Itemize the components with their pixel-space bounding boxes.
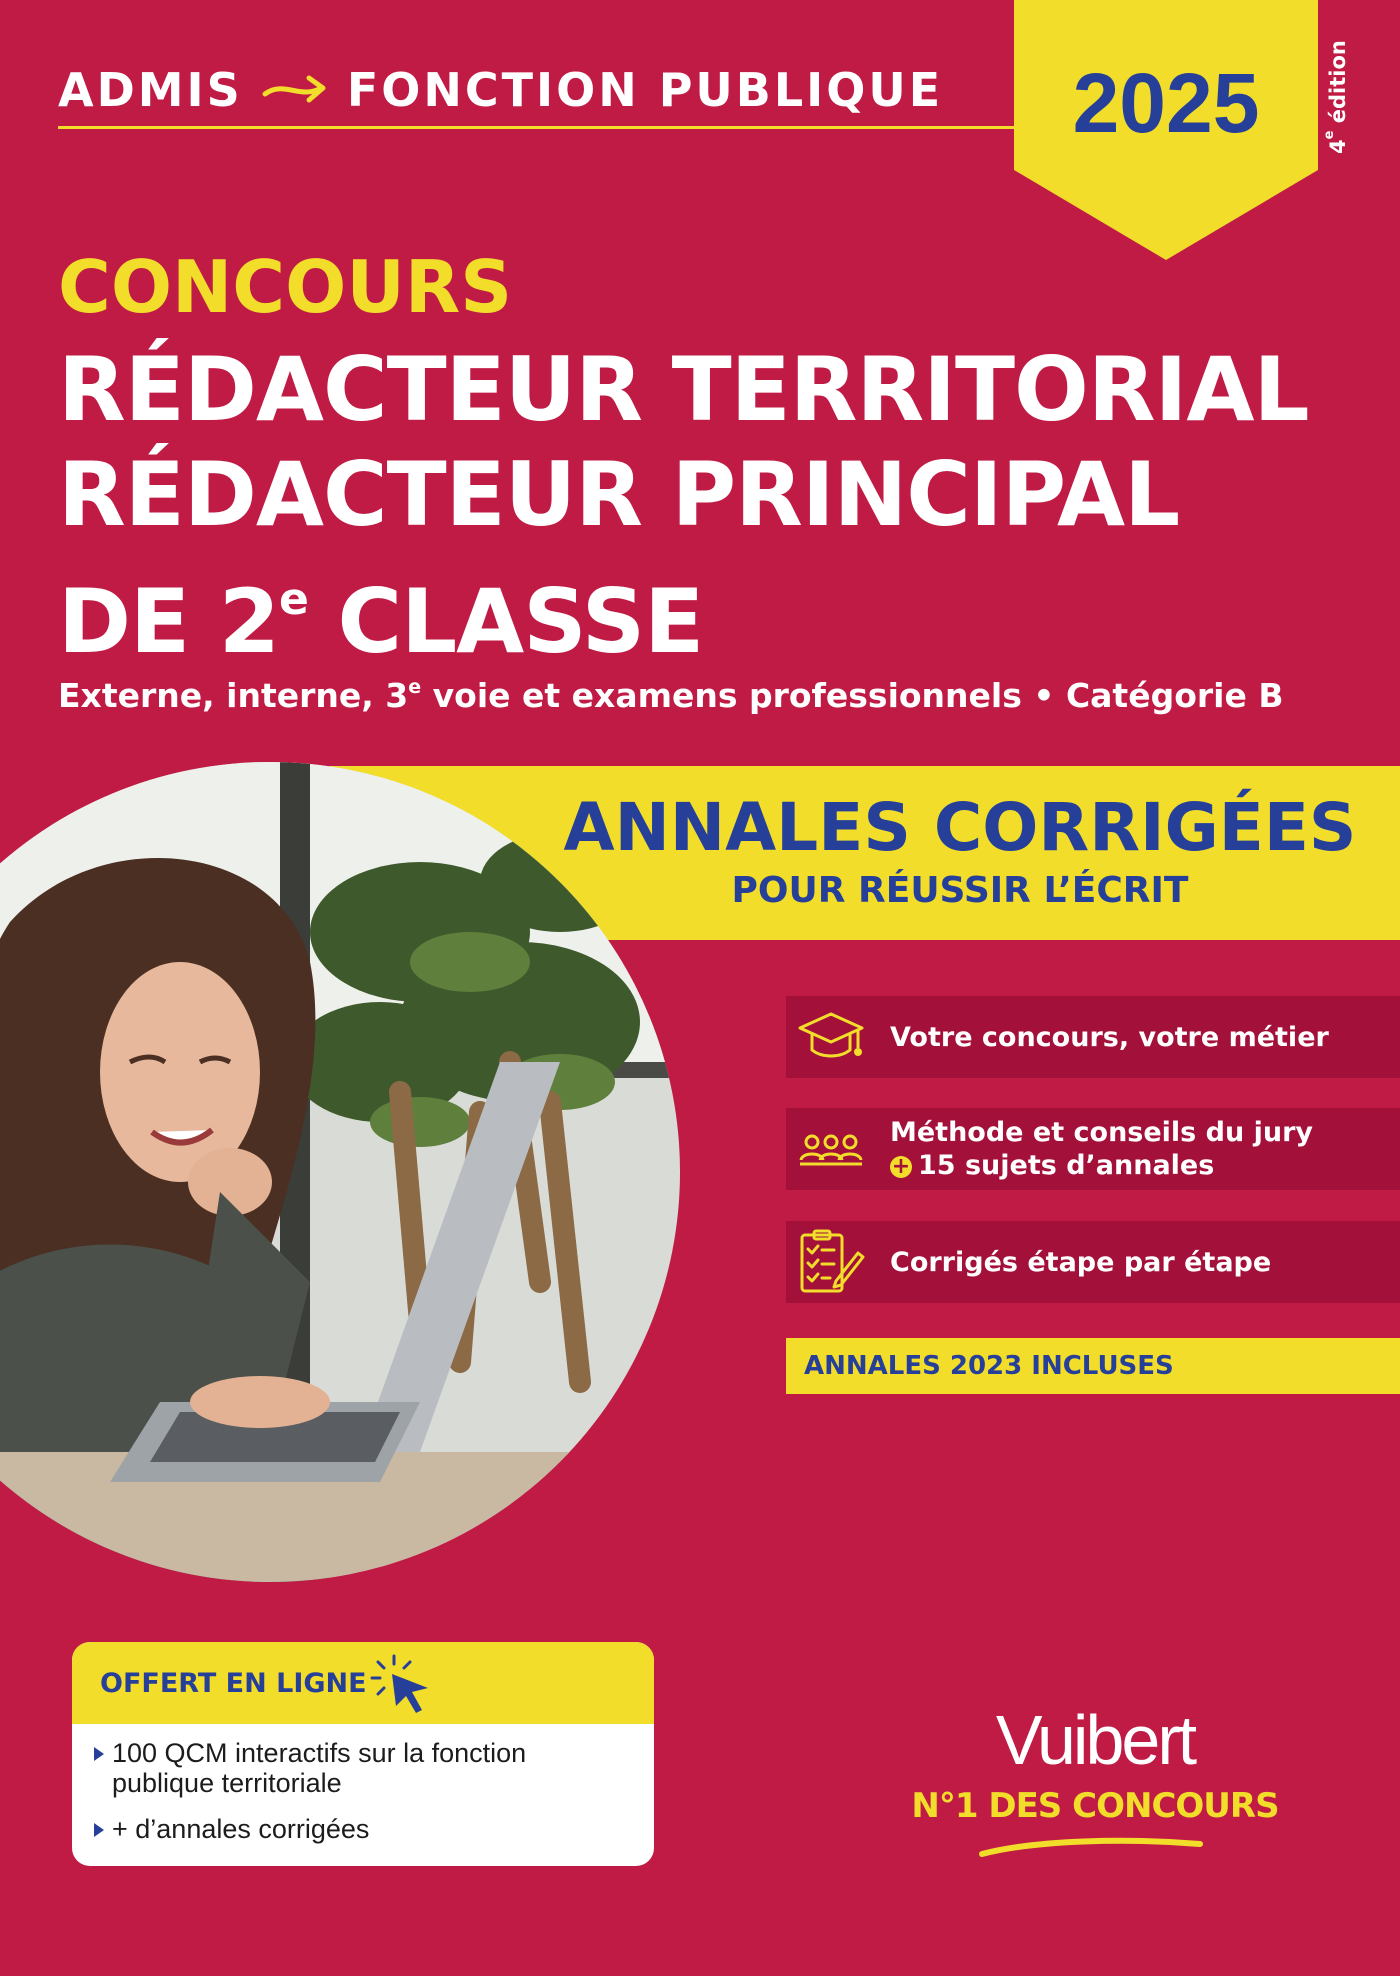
series-header xyxy=(58,62,943,118)
subtitle: Externe, interne, 3e voie et examens professionnels • Catégorie B xyxy=(58,676,1284,715)
annales-included-banner xyxy=(786,1338,1400,1394)
header-divider xyxy=(58,126,1014,129)
edition-number: 4e édition xyxy=(1322,40,1350,154)
feature-text-secondary: 15 sujets d’annales xyxy=(918,1150,1215,1181)
feature-row-concours xyxy=(786,996,1400,1078)
main-title-line-2: RÉDACTEUR PRINCIPAL xyxy=(58,443,1180,546)
series-brand: ADMIS xyxy=(58,63,243,117)
feature-row-corriges xyxy=(786,1221,1400,1303)
feature-text: Votre concours, votre métier xyxy=(890,1021,1329,1053)
click-cursor-icon xyxy=(370,1652,436,1718)
feature-text: Corrigés étape par étape xyxy=(890,1246,1272,1278)
kicker-title: CONCOURS xyxy=(58,245,513,329)
plus-icon: + xyxy=(891,1154,911,1179)
checklist-clipboard-icon xyxy=(796,1229,866,1295)
group-of-people-icon xyxy=(796,1116,866,1182)
tagline-underline-swoosh xyxy=(976,1832,1206,1862)
arrow-right-icon xyxy=(261,70,331,110)
series-collection: FONCTION PUBLIQUE xyxy=(346,63,944,117)
main-title-line-1: RÉDACTEUR TERRITORIAL xyxy=(58,338,1309,441)
online-offer-item: 100 QCM interactifs sur la fonction publique territoriale xyxy=(94,1738,634,1798)
publisher-logo: Vuibert xyxy=(995,1701,1195,1779)
feature-row-methode xyxy=(786,1108,1400,1190)
online-offer-title: OFFERT EN LIGNE xyxy=(100,1668,367,1699)
online-offer-box xyxy=(72,1642,654,1866)
publisher-tagline: N°1 DES CONCOURS xyxy=(911,1786,1279,1826)
graduation-cap-icon xyxy=(796,1004,866,1070)
annales-subtitle: POUR RÉUSSIR L’ÉCRIT xyxy=(731,870,1189,911)
main-title-line-3: DE 2e CLASSE xyxy=(58,570,704,673)
online-offer-item: + d’annales corrigées xyxy=(94,1814,634,1844)
edition-year: 2025 xyxy=(1072,56,1260,150)
annales-included-text: ANNALES 2023 INCLUSES xyxy=(804,1351,1174,1381)
bullet-triangle-icon xyxy=(94,1747,104,1761)
bullet-triangle-icon xyxy=(94,1823,104,1837)
feature-text: Méthode et conseils du jury xyxy=(890,1117,1313,1148)
annales-title: ANNALES CORRIGÉES xyxy=(563,789,1357,866)
